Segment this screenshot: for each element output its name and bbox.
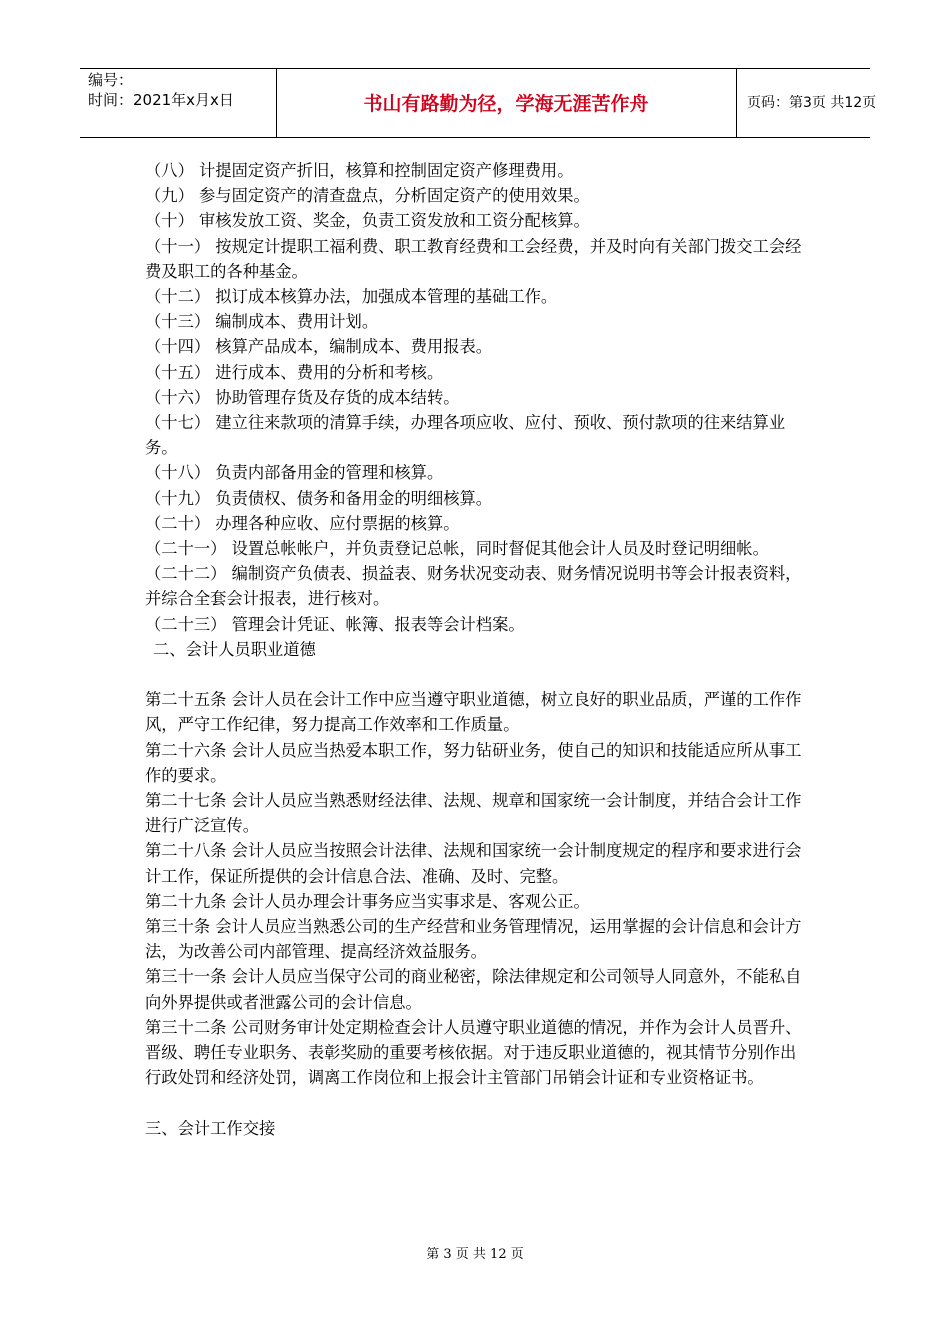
list-item: （九） 参与固定资产的清查盘点，分析固定资产的使用效果。	[145, 186, 590, 206]
list-item: （十六） 协助管理存货及存货的成本结转。	[145, 387, 460, 407]
list-item: （八） 计提固定资产折旧，核算和控制固定资产修理费用。	[145, 161, 574, 180]
article-paragraph: 第二十八条 会计人员应当按照会计法律、法规和国家统一会计制度规定的程序和要求进行会计工作，保证所提供的会计信息合法、准确、及时、完整。	[145, 841, 802, 886]
spacer	[145, 1091, 805, 1116]
list-item: （二十一） 设置总帐帐户，并负责登记总帐，同时督促其他会计人员及时登记明细帐。	[145, 539, 769, 559]
header-info-cell	[80, 69, 277, 137]
header-motto-cell	[276, 69, 737, 137]
list-item: （十九） 负责债权、债务和备用金的明细核算。	[145, 488, 493, 508]
page-footer: 第 3 页 共 12 页	[426, 1247, 524, 1262]
list-item: （十三） 编制成本、费用计划。	[145, 312, 379, 332]
header-page-cell	[737, 69, 877, 137]
section-heading-3: 三、会计工作交接	[145, 1118, 276, 1138]
article-paragraph: 第二十七条 会计人员应当熟悉财经法律、法规、规章和国家统一会计制度，并结合会计工作进行广泛宣传。	[145, 791, 802, 836]
article-paragraph: 第二十六条 会计人员应当热爱本职工作，努力钻研业务，使自己的知识和技能适应所从事工作的要求。	[145, 740, 802, 785]
article-paragraph: 第三十一条 会计人员应当保守公司的商业秘密，除法律规定和公司领导人同意外，不能私自向外界提供或者泄露公司的会计信息。	[145, 967, 802, 1012]
document-number-label: 编号：	[88, 71, 134, 89]
section-heading-2: 二、会计人员职业道德	[153, 639, 316, 659]
page-code: 页码：第3页 共12页	[747, 95, 877, 111]
list-item: （二十二） 编制资产负债表、损益表、财务状况变动表、财务情况说明书等会计报表资料，并综合全套会计报表，进行核对。	[145, 564, 802, 609]
list-item: （十一） 按规定计提职工福利费、职工教育经费和工会经费，并及时向有关部门拨交工会经费及职工的各种基金。	[145, 236, 802, 281]
list-item: （二十三） 管理会计凭证、帐簿、报表等会计档案。	[145, 614, 525, 634]
list-item: （十八） 负责内部备用金的管理和核算。	[145, 463, 444, 483]
page-header	[80, 68, 877, 138]
article-paragraph: 第二十九条 会计人员办理会计事务应当实事求是、客观公正。	[145, 891, 590, 911]
list-item: （二十） 办理各种应收、应付票据的核算。	[145, 513, 460, 533]
list-item: （十二） 拟订成本核算办法，加强成本管理的基础工作。	[145, 287, 558, 307]
document-date: 时间：2021年x月x日	[88, 91, 234, 109]
article-paragraph: 第三十二条 公司财务审计处定期检查会计人员遵守职业道德的情况，并作为会计人员晋升、晋级、聘任专业职务、表彰奖励的重要考核依据。对于违反职业道德的，视其情节分别作出行政处罚和经济处罚，调离工作岗位和上报会计主管部门吊销会计证和专业资格证书。	[145, 1017, 802, 1088]
article-paragraph: 第三十条 会计人员应当熟悉公司的生产经营和业务管理情况，运用掌握的会计信息和会计方法，为改善公司内部管理、提高经济效益服务。	[145, 917, 802, 962]
list-item: （十七） 建立往来款项的清算手续，办理各项应收、应付、预收、预付款项的往来结算业务。	[145, 413, 786, 458]
list-item: （十四） 核算产品成本，编制成本、费用报表。	[145, 337, 493, 357]
spacer	[145, 662, 805, 687]
article-paragraph: 第二十五条 会计人员在会计工作中应当遵守职业道德，树立良好的职业品质，严谨的工作作风，严守工作纪律，努力提高工作效率和工作质量。	[145, 690, 802, 735]
list-item: （十） 审核发放工资、奖金，负责工资发放和工资分配核算。	[145, 211, 590, 231]
motto-text: 书山有路勤为径，学海无涯苦作舟	[363, 93, 649, 115]
document-body	[145, 158, 805, 1141]
list-item: （十五） 进行成本、费用的分析和考核。	[145, 362, 444, 382]
